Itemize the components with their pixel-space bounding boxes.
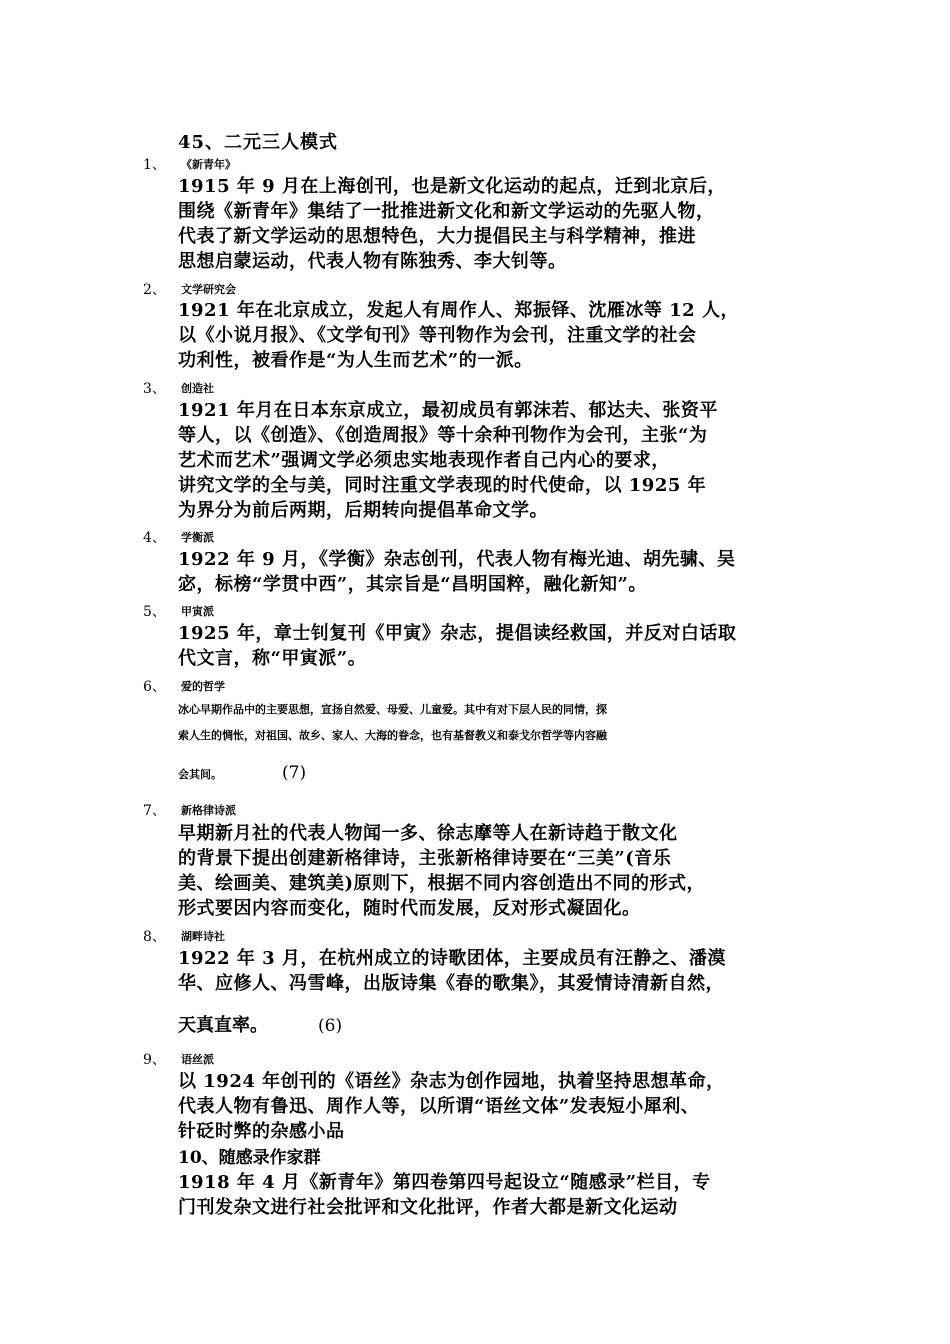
item-label: 《新青年》 [181,158,236,171]
text-line: 索人生的惆怅，对祖国、故乡、家人、大海的眷念，也有基督教义和泰戈尔哲学等内容融 [178,729,607,742]
text-line: 1922 年 9 月，《学衡》杂志创刊，代表人物有梅光迪、胡先骕、吴 [178,549,736,570]
text-line: 冰心早期作品中的主要思想，宣扬自然爱、母爱、儿童爱。其中有对下层人民的同情，探 [178,703,607,716]
text-line: 早期新月社的代表人物闻一多、徐志摩等人在新诗趋于散文化 [178,823,678,844]
text-line: 艺术而艺术”强调文学必须忠实地表现作者自己内心的要求， [178,450,670,471]
text-line: 以 1924 年创刊的《语丝》杂志为创作园地，执着坚持思想革命， [178,1071,725,1092]
item-label: 文学研究会 [181,283,236,296]
item-number: 8、 [143,929,166,945]
text-line: 1921 年月在日本东京成立，最初成员有郭沫若、郁达夫、张资平 [178,400,718,421]
text-line: 宓，标榜“学贯中西”，其宗旨是“昌明国粹，融化新知”。 [178,574,647,595]
text-line: 等人，以《创造》、《创造周报》等十余种刊物作为会刊，主张“为 [178,425,708,446]
item-paragraph [178,298,828,373]
citation-number: (6) [318,1016,343,1036]
item-paragraph [178,1069,828,1144]
text-line: 围绕《新青年》集结了一批推进新文化和新文学运动的先驱人物， [178,201,715,222]
tail-text: 天真直率。 [178,1015,268,1036]
item-label: 新格律诗派 [181,804,236,817]
item-paragraph-small [178,697,818,749]
text-line: 1925 年，章士钊复刊《甲寅》杂志，提倡读经救国，并反对白话取 [178,623,737,644]
text-line: 1918 年 4 月《新青年》第四卷第四号起设立“随感录”栏目，专 [178,1172,711,1193]
item-tail [178,1011,342,1037]
item-label: 学衡派 [181,531,214,544]
item-number: 2、 [143,282,166,298]
text-line: 讲究文学的全与美，同时注重文学表现的时代使命，以 1925 年 [178,475,707,496]
item-10-title: 10、随感录作家群 [178,1148,321,1168]
tail-text: 会其间。 [178,768,222,781]
item-number: 1、 [143,157,166,173]
text-line: 1921 年在北京成立，发起人有周作人、郑振铎、沈雁冰等 12 人， [178,300,739,321]
item-label: 爱的哲学 [181,680,225,693]
text-line: 功利性，被看作是“为人生而艺术”的一派。 [178,350,533,371]
item-label: 湖畔诗社 [181,930,225,943]
text-line: 1915 年 9 月在上海创刊，也是新文化运动的起点，迁到北京后， [178,176,726,197]
text-line: 为界分为前后两期，后期转向提倡革命文学。 [178,500,548,521]
item-paragraph [178,946,828,996]
item-paragraph [178,547,828,597]
item-paragraph [178,398,828,523]
text-line: 1922 年 3 月，在杭州成立的诗歌团体，主要成员有汪静之、潘漠 [178,948,726,969]
text-line: 思想启蒙运动，代表人物有陈独秀、李大钊等。 [178,251,567,272]
item-label: 创造社 [181,382,214,395]
section-heading: 45、二元三人模式 [178,132,339,153]
item-number: 6、 [143,679,166,695]
text-line: 美、绘画美、建筑美)原则下，根据不同内容创造出不同的形式， [178,873,706,894]
text-line: 针砭时弊的杂感小品 [178,1121,345,1142]
text-line: 代文言，称“甲寅派”。 [178,648,367,669]
text-line: 代表人物有鲁迅、周作人等，以所谓“语丝文体”发表短小犀利、 [178,1096,700,1117]
text-line: 的背景下提出创建新格律诗，主张新格律诗要在“三美”(音乐 [178,848,672,869]
item-number: 3、 [143,381,166,397]
item-label: 语丝派 [181,1053,214,1066]
item-number: 7、 [143,803,166,819]
item-paragraph [178,174,828,274]
text-line: 以《小说月报》、《文学旬刊》等刊物作为会刊，注重文学的社会 [178,325,697,346]
text-line: 形式要因内容而变化，随时代而发展，反对形式凝固化。 [178,898,641,919]
item-number: 5、 [143,604,166,620]
text-line: 华、应修人、冯雪峰，出版诗集《春的歌集》，其爱情诗清新自然， [178,973,724,994]
item-paragraph [178,621,828,671]
item-number: 4、 [143,530,166,546]
citation-number: (7) [282,763,307,783]
item-paragraph [178,821,828,921]
item-paragraph [178,1170,828,1220]
text-line: 代表了新文学运动的思想特色，大力提倡民主与科学精神，推进 [178,226,696,247]
text-line: 门刊发杂文进行社会批评和文化批评，作者大都是新文化运动 [178,1197,678,1218]
item-tail [178,763,306,783]
item-number: 9、 [143,1052,166,1068]
item-label: 甲寅派 [181,605,214,618]
